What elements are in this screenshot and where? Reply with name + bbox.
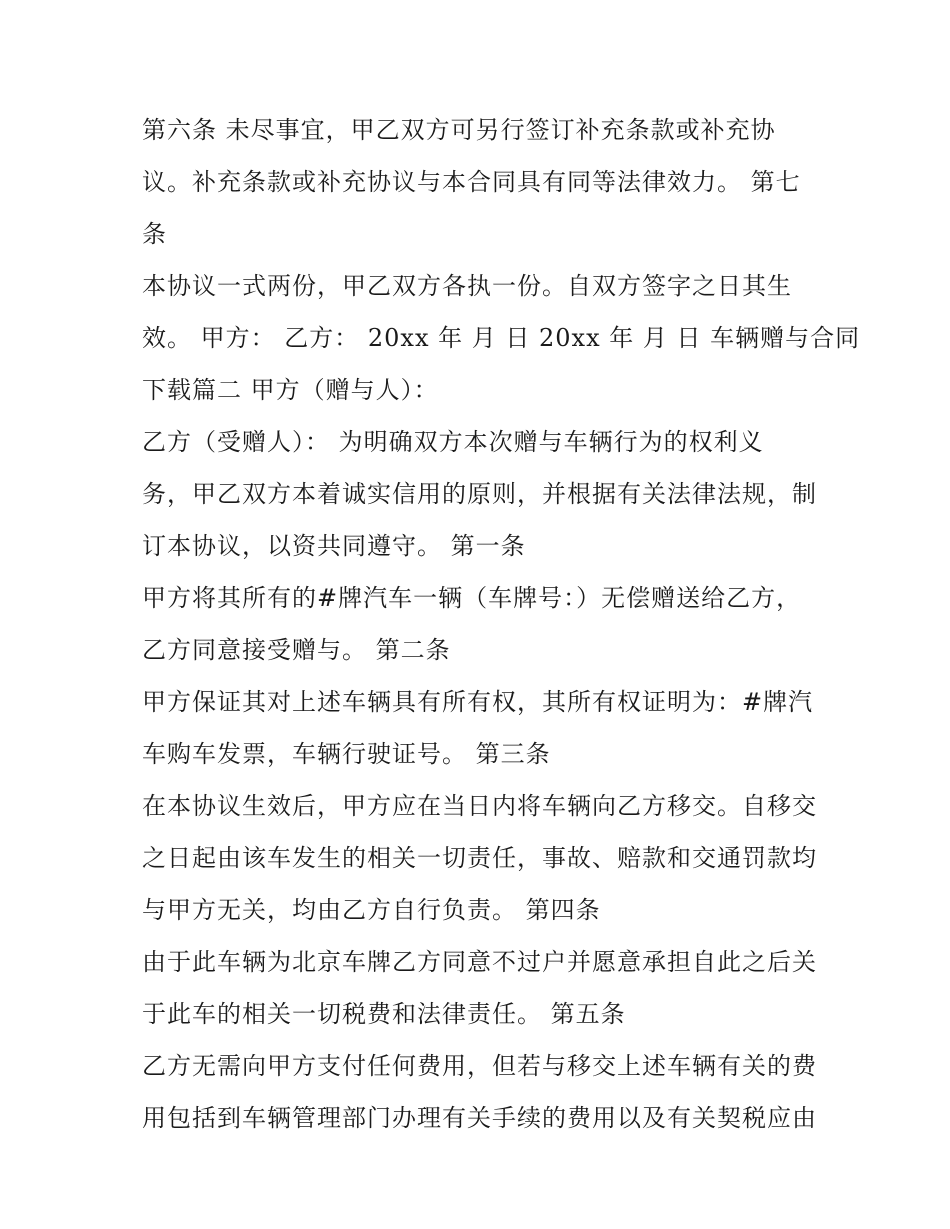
text-line: 乙方无需向甲方支付任何费用，但若与移交上述车辆有关的费	[142, 1052, 817, 1080]
text-line: 于此车的相关一切税费和法律责任。 第五条	[142, 1000, 626, 1028]
text-line: 第六条 未尽事宜，甲乙双方可另行签订补充条款或补充协	[142, 116, 776, 144]
text-line: 乙方同意接受赠与。 第二条	[142, 636, 451, 664]
text-line: 甲方将其所有的#牌汽车一辆（车牌号：）无偿赠送给乙方，	[142, 584, 802, 612]
text-line: 甲方保证其对上述车辆具有所有权，其所有权证明为：#牌汽	[142, 688, 814, 716]
text-line: 在本协议生效后，甲方应在当日内将车辆向乙方移交。自移交	[142, 792, 817, 820]
text-line: 条	[142, 220, 167, 248]
text-line: 与甲方无关，均由乙方自行负责。 第四条	[142, 896, 601, 924]
text-line: 务，甲乙双方本着诚实信用的原则，并根据有关法律法规，制	[142, 480, 817, 508]
text-line: 乙方（受赠人）： 为明确双方本次赠与车辆行为的权利义	[142, 428, 764, 456]
text-line: 车购车发票，车辆行驶证号。 第三条	[142, 740, 551, 768]
text-line: 议。补充条款或补充协议与本合同具有同等法律效力。 第七	[142, 168, 801, 196]
text-line: 由于此车辆为北京车牌乙方同意不过户并愿意承担自此之后关	[142, 948, 817, 976]
text-line: 效。 甲方： 乙方： 20xx 年 月 日 20xx 年 月 日 车辆赠与合同	[142, 324, 861, 352]
contract-text	[142, 108, 861, 1148]
text-line: 下载篇二 甲方（赠与人）：	[142, 376, 439, 404]
text-line: 订本协议，以资共同遵守。 第一条	[142, 532, 526, 560]
text-line: 本协议一式两份，甲乙双方各执一份。自双方签字之日其生	[142, 272, 792, 300]
text-line: 之日起由该车发生的相关一切责任，事故、赔款和交通罚款均	[142, 844, 817, 872]
text-line: 用包括到车辆管理部门办理有关手续的费用以及有关契税应由	[142, 1104, 817, 1132]
